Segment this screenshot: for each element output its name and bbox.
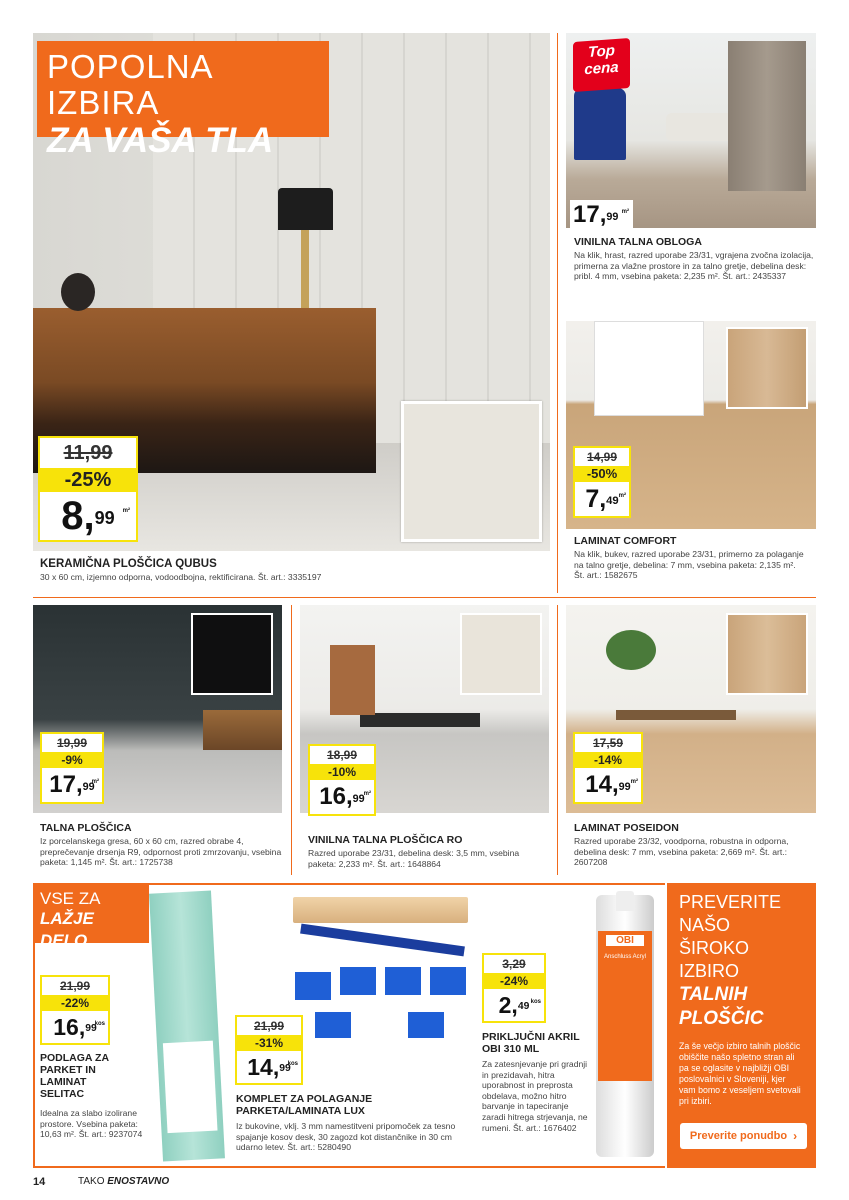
komplet-price-main: 14, [247,1054,280,1080]
ro-price [310,780,374,814]
akril-desc: Za zatesnjevanje pri gradnji in prezidavah, hitra uporabnost in preprosta obdelava, možno hitro barvanje in tapeciranje zaradi hitrega strjevanja, ne rumeni. Št. art.: 1676402 [482,1059,588,1133]
promo-body: Za še večjo izbiro talnih ploščic obiščite našo spletno stran ali pa se oglasite v najbližji OBI poslovalnici v Sloveniji, kjer vam bomo z veseljem svetovali pri izbiri. [679,1041,801,1106]
hero-desc: 30 x 60 cm, izjemno odporna, vodoodbojna, rektificirana. Št. art.: 3335197 [40,572,322,582]
akril-price-box [482,953,546,1023]
komplet-price-box [235,1015,303,1085]
akril-price [484,989,544,1021]
comfort-price-cents: 49 [606,495,619,507]
hero-unit: m² [122,508,130,514]
tile-sample [401,401,542,542]
hero-new-price [40,492,136,540]
ro-price-cents: 99 [352,793,365,805]
comfort-old-price: 14,99 [586,450,618,464]
talna-old-price: 19,99 [56,736,88,750]
podloga-discount: -22% [42,995,108,1011]
vse-za-line1: VSE ZA [40,889,101,908]
wedge [430,967,466,995]
wedge [385,967,421,995]
lamp-base [301,230,309,308]
poseidon-price-box [573,732,643,804]
promo-line3: IZBIRO [679,961,740,981]
talna-title: TALNA PLOŠČICA [40,822,132,834]
comfort-unit: m² [618,493,626,499]
hero-headline [37,41,329,160]
podloga-title: PODLAGA ZA PARKET IN LAMINAT SELITAC [40,1052,109,1100]
divider-vertical-top [557,33,558,593]
wood-swatch [726,613,808,695]
ro-discount: -10% [310,764,374,780]
marble-swatch [191,613,273,695]
tagline-b: ENOSTAVNO [107,1176,170,1187]
hero-discount: -25% [40,468,136,492]
hero-headline-line2: ZA VAŠA TLA [47,121,274,160]
talna-unit: m² [91,779,99,785]
ro-price-main: 16, [319,783,353,810]
promo-button[interactable] [680,1123,807,1149]
ro-old-price: 18,99 [326,748,358,762]
dining-table [616,710,736,720]
promo-highlight2: PLOŠČIC [679,1008,764,1029]
poseidon-unit: m² [630,779,638,785]
comfort-price-main: 7, [585,485,607,513]
akril-title: PRIKLJUČNI AKRIL OBI 310 ML [482,1031,580,1055]
vinyl-title: VINILNA TALNA OBLOGA [574,236,702,248]
komplet-price [237,1051,301,1083]
hero-price-main: 8, [61,494,95,538]
vinyl-price-cents: 99 [606,211,619,223]
comfort-title: LAMINAT COMFORT [574,535,677,547]
promo-line2: NAŠO ŠIROKO [679,915,750,958]
talna-discount: -9% [42,752,102,768]
comfort-discount: -50% [575,466,629,482]
vse-za-line2: LAŽJE DELO [40,909,94,950]
poseidon-price-main: 14, [585,771,619,798]
wood-block [293,897,468,923]
promo-button-label: Preverite ponudbo [689,1130,788,1142]
komplet-title: KOMPLET ZA POLAGANJE PARKETA/LAMINATA LUX [236,1093,373,1117]
komplet-desc: Iz bukovine, vklj. 3 mm namestitveni pripomoček za tesno spajanje kosov desk, 30 zagozd kot distančnike in 30 cm udarno letev. Št. art.: 5280490 [236,1121,456,1153]
talna-price [42,768,102,802]
poseidon-discount: -14% [575,752,641,768]
comfort-price [575,482,629,516]
divider-vertical-a [291,605,292,875]
chevron-right-icon: › [793,1129,798,1143]
lamp-shade [278,188,333,230]
vinyl-price-main: 17, [573,201,607,228]
vinyl-price-box [570,200,633,230]
badge-line2: cena [584,58,619,79]
wedge [340,967,376,995]
tagline-a: TAKO [78,1176,105,1187]
divider-vertical-b [557,605,558,875]
podloga-desc: Idealna za slabo izolirane prostore. Vsebina paketa: 10,63 m². Št. art.: 9237074 [40,1108,143,1140]
ro-desc: Razred uporabe 23/31, debelina desk: 3,5 mm, vsebina paketa: 2,233 m². Št. art.: 1648864 [308,848,520,869]
poseidon-old-price: 17,59 [592,736,624,750]
poseidon-desc: Razred uporabe 23/32, voodporna, robustna in odporna, debelina desk: 7 mm, vsebina paketa: 2,669 m². Št. art.: 2607208 [574,836,789,868]
komplet-price-cents: 99 [279,1063,291,1074]
cabinet [203,710,282,750]
talna-price-box [40,732,104,804]
tile-swatch [460,613,542,695]
akril-old-price: 3,29 [502,957,526,971]
podloga-label [163,1041,218,1133]
tube-text: Anschluss Acryl [603,954,646,960]
tube-brand: OBI [606,935,644,946]
conference-table [360,713,480,727]
podloga-price [42,1011,108,1043]
promo-line1: PREVERITE [679,892,782,912]
sealant-tube [596,895,654,1157]
podloga-unit: kos [94,1021,105,1027]
badge-line1: Top [588,42,615,61]
wedge [315,1012,351,1038]
akril-price-cents: 49 [517,1001,530,1012]
podloga-price-cents: 99 [85,1023,97,1034]
komplet-discount: -31% [237,1035,301,1051]
wood-panel [330,645,375,715]
poseidon-price [575,768,641,802]
comfort-price-box [573,446,631,518]
promo-highlight1: TALNIH [679,984,748,1005]
podloga-price-main: 16, [53,1014,86,1040]
divider-horizontal-mid [33,597,816,598]
komplet-unit: kos [287,1061,298,1067]
talna-price-main: 17, [49,771,83,798]
comfort-desc: Na klik, bukev, razred uporabe 23/31, primerno za polaganje na talno gretje, debelina: 7 mm, vsebina paketa: 2,135 m². Št. art.: 1582675 [574,549,804,581]
tube-nozzle [616,891,634,911]
podloga-old-price: 21,99 [59,979,91,993]
hero-title: KERAMIČNA PLOŠČICA QUBUS [40,558,217,570]
vinyl-unit: m² [621,209,629,215]
poseidon-price-cents: 99 [618,781,631,793]
spacer-wedges [290,962,475,1042]
hero-price-cents: 99 [94,508,115,528]
ro-title: VINILNA TALNA PLOŠČICA RO [308,834,463,846]
akril-discount: -24% [484,973,544,989]
wedge [408,1012,444,1038]
fireplace [594,321,704,416]
podloga-price-box [40,975,110,1045]
wood-swatch [726,327,808,409]
hero-old-price: 11,99 [63,442,113,464]
hero-price-box [38,436,138,542]
poseidon-title: LAMINAT POSEIDON [574,822,679,834]
ro-price-box [308,744,376,816]
plant [606,630,656,670]
komplet-old-price: 21,99 [253,1019,285,1033]
page-number: 14 [33,1176,46,1188]
akril-price-main: 2, [498,992,518,1018]
top-cena-badge [573,38,630,92]
vse-za-banner [33,883,149,950]
footer-tagline [78,1176,169,1187]
vinyl-desc: Na klik, hrast, razred uporabe 23/31, vgrajena zvočna izolacija, primerna za vlažne prostore in za talno gretje, debelina desk: pribl. 4 mm, vsebina paketa: 2,235 m². Št. art.: 2435337 [574,250,814,282]
ro-unit: m² [363,791,371,797]
talna-desc: Iz porcelanskega gresa, 60 x 60 cm, razred obrabe 4, preprečevanje drsenja R9, odpornost proti zmrzovanju, vsebina paketa: 1,145 m². Št. art.: 1725738 [40,836,282,868]
wedge [295,972,331,1000]
akril-unit: kos [530,999,541,1005]
tube-label [598,931,652,1081]
vinyl-price [570,200,633,230]
wood-swatch [728,41,806,191]
armchair [574,88,626,160]
vase [61,273,95,311]
hero-headline-line1: POPOLNA IZBIRA [47,48,212,121]
talna-price-cents: 99 [82,781,95,793]
